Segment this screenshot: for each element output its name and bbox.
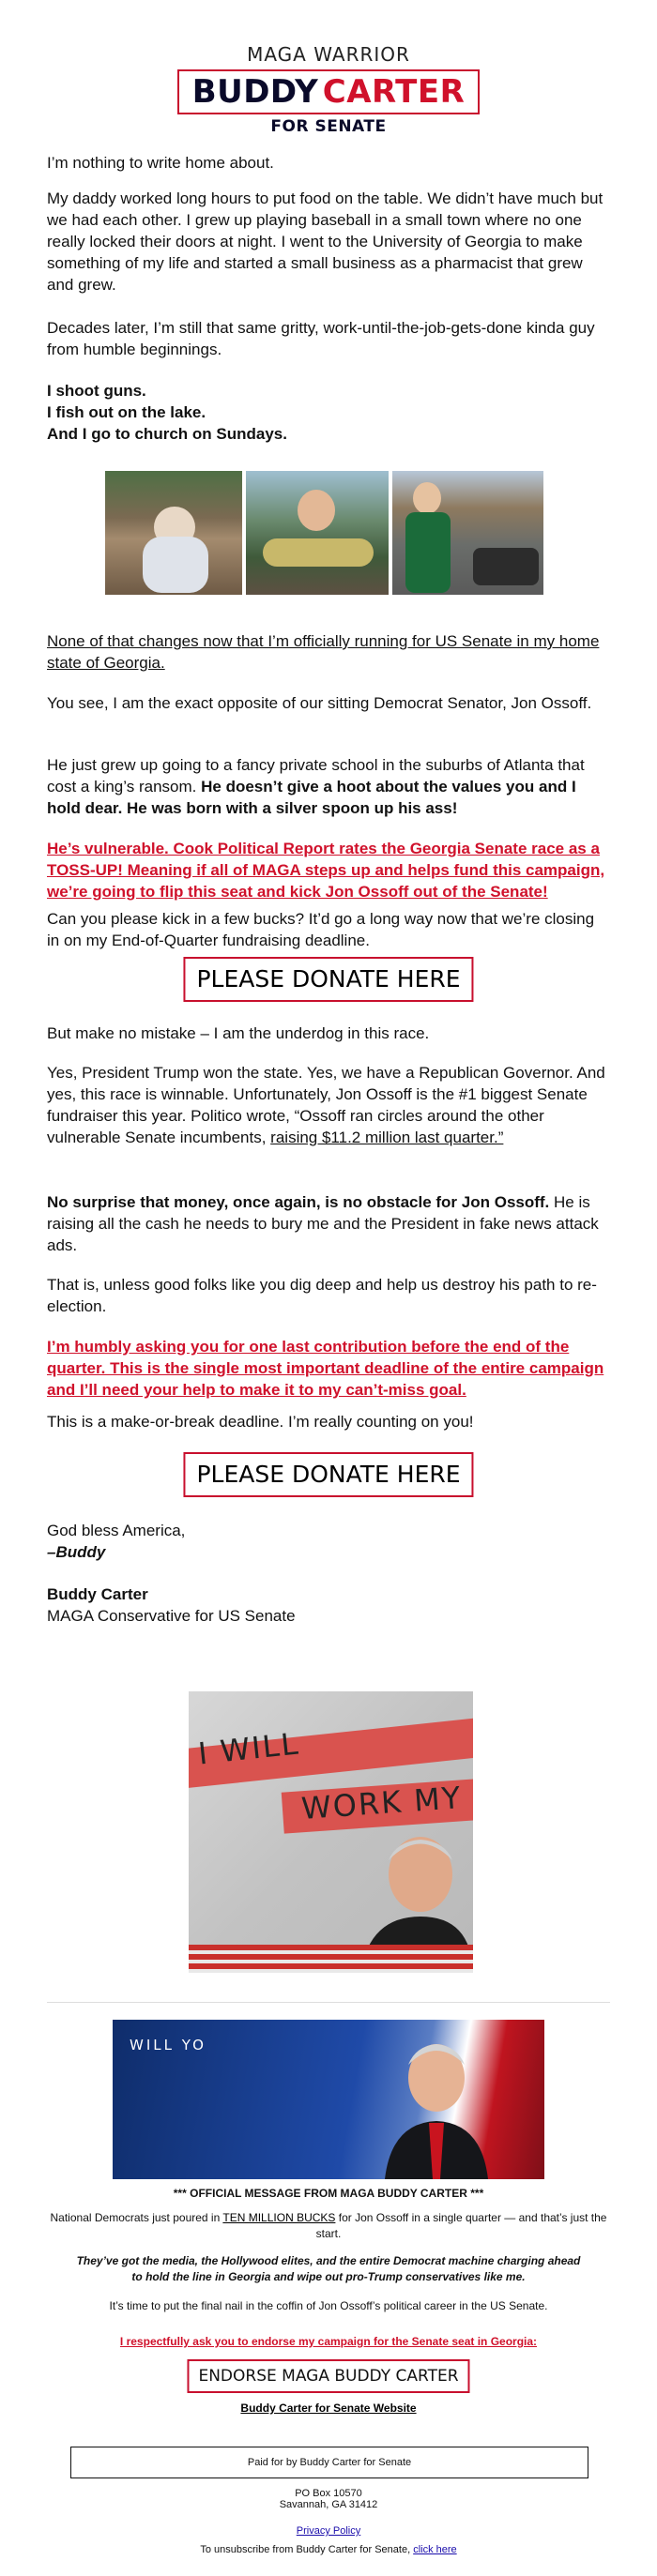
photo-parade [392,471,543,595]
toss-up-link[interactable]: He’s vulnerable. Cook Political Report rates the Georgia Senate race as a TOSS-UP! Meaning if all of MAGA steps up and helps fund this campaign, we’re going to flip this seat and kick Jon Ossoff out of the Senate! [47,840,605,901]
logo-last-name: CARTER [322,73,466,111]
ossoff-values-text: He doesn’t give a hoot about the values you and I hold dear. He was born with a silver spoon up his ass! [47,778,576,817]
photo-fishing [246,471,389,595]
banner-candidate-portrait [380,2029,493,2179]
candidate-photo-strip [105,471,543,595]
underdog-line: But make no mistake – I am the underdog in this race. [47,1024,430,1042]
media-paragraph: They’ve got the media, the Hollywood elites, and the entire Democrat machine charging ahead to hold the line in Georgia and wipe out pro-Trump conservatives like me. [76,2254,581,2283]
signature-title: MAGA Conservative for US Senate [47,1607,296,1625]
logo-name-box [177,69,481,114]
photo-shooting [105,471,242,595]
privacy-policy-link[interactable]: Privacy Policy [296,2525,361,2537]
decades-paragraph: Decades later, I’m still that same gritty, work-until-the-job-gets-done kinda guy from humble beginnings. [47,319,595,358]
poster-flag-stripes [189,1945,473,1973]
campaign-logo [47,0,610,136]
donate-button-2[interactable]: PLEASE DONATE HERE [183,1452,473,1497]
signoff-line: God bless America, [47,1522,186,1539]
signoff-name: –Buddy [47,1543,106,1561]
politico-text: Yes, President Trump won the state. Yes, we have a Republican Governor. And yes, this race is winnable. Unfortunately, Jon Ossoff is the #1 biggest Senate fundraiser this year. Politico wrote, “Ossoff ran circles around the other vulnerable Senate incumbents, [47,1064,605,1146]
city-line: Savannah, GA 31412 [279,2499,378,2510]
signature-name: Buddy Carter [47,1585,148,1603]
logo-first-name: BUDDY [191,73,319,111]
footer-divider [47,2002,610,2003]
kick-in-paragraph: Can you please kick in a few bucks? It’d go a long way now that we’re closing in on my End-of-Quarter fundraising deadline. [47,910,595,949]
running-paragraph[interactable]: None of that changes now that I’m officially running for US Senate in my home state of Georgia. [47,632,600,672]
paid-for-box: Paid for by Buddy Carter for Senate [70,2447,588,2478]
banner-text: WILL YO [130,2037,206,2053]
politico-quote-link[interactable]: raising $11.2 million last quarter.” [270,1129,504,1146]
poster-line-2: WORK MY [299,1780,464,1826]
endorse-button[interactable]: ENDORSE MAGA BUDDY CARTER [187,2359,469,2393]
donate-button-1[interactable]: PLEASE DONATE HERE [183,957,473,1002]
money-bold-text: No surprise that money, once again, is no obstacle for Jon Ossoff. [47,1193,550,1211]
money-text: He is raising all the cash he needs to bury me and the President in fake news attack ads. [47,1193,599,1254]
ossoff-school-text: He just grew up going to a fancy private school in the suburbs of Atlanta that cost a king’s ransom. [47,756,585,796]
official-message: *** OFFICIAL MESSAGE FROM MAGA BUDDY CARTER *** [173,2187,484,2200]
bold-line-church: And I go to church on Sundays. [47,425,287,443]
po-box: PO Box 10570 [295,2488,362,2499]
privacy-wrap [47,2523,610,2539]
ossoff-school-paragraph [47,754,610,819]
democrats-text-b: for Jon Ossoff in a single quarter — and that’s just the start. [315,2211,607,2240]
contribution-link[interactable]: I’m humbly asking you for one last contribution before the end of the quarter. This is the single most important deadline of the entire campaign and I’ll need your help to make it to my can’t-miss goal. [47,1338,604,1399]
bold-line-guns: I shoot guns. [47,382,146,400]
money-paragraph [47,1191,610,1256]
politico-paragraph [47,1062,610,1148]
endorse-request-link[interactable]: I respectfully ask you to endorse my campaign for the Senate seat in Georgia: [119,2335,538,2348]
democrats-text-a: National Democrats just poured in [50,2211,221,2224]
deadline-line: This is a make-or-break deadline. I’m really counting on you! [47,1413,474,1431]
bold-line-fish: I fish out on the lake. [47,403,206,421]
footer-banner[interactable] [113,2020,544,2179]
opposite-paragraph: You see, I am the exact opposite of our sitting Democrat Senator, Jon Ossoff. [47,694,592,712]
website-link[interactable]: Buddy Carter for Senate Website [240,2402,417,2415]
logo-tagline: MAGA WARRIOR [247,43,410,66]
ten-million-link[interactable]: TEN MILLION BUCKS [222,2211,336,2224]
poster-line-1: I WILL [196,1725,302,1772]
unsubscribe-line [47,2542,610,2558]
dig-deep-paragraph: That is, unless good folks like you dig deep and help us destroy his path to re-election. [47,1276,597,1315]
backstory-paragraph: My daddy worked long hours to put food on the table. We didn’t have much but we had each other. I grew up playing baseball in a small town where no one really locked their doors at night. I went to the University of Georgia to make something of my life and started a small business as a pharmacist that grew and grew. [47,189,604,294]
website-link-wrap [47,2401,610,2417]
final-nail-paragraph: It’s time to put the final nail in the coffin of Jon Ossoff’s political career in the US Senate. [109,2299,548,2312]
logo-subtitle: FOR SENATE [270,117,387,136]
unsubscribe-text: To unsubscribe from Buddy Carter for Senate, [200,2544,411,2555]
democrats-paragraph [47,2210,610,2242]
unsubscribe-link[interactable]: click here [413,2544,457,2555]
intro-line: I’m nothing to write home about. [47,154,274,172]
i-will-work-poster[interactable] [189,1691,473,1973]
